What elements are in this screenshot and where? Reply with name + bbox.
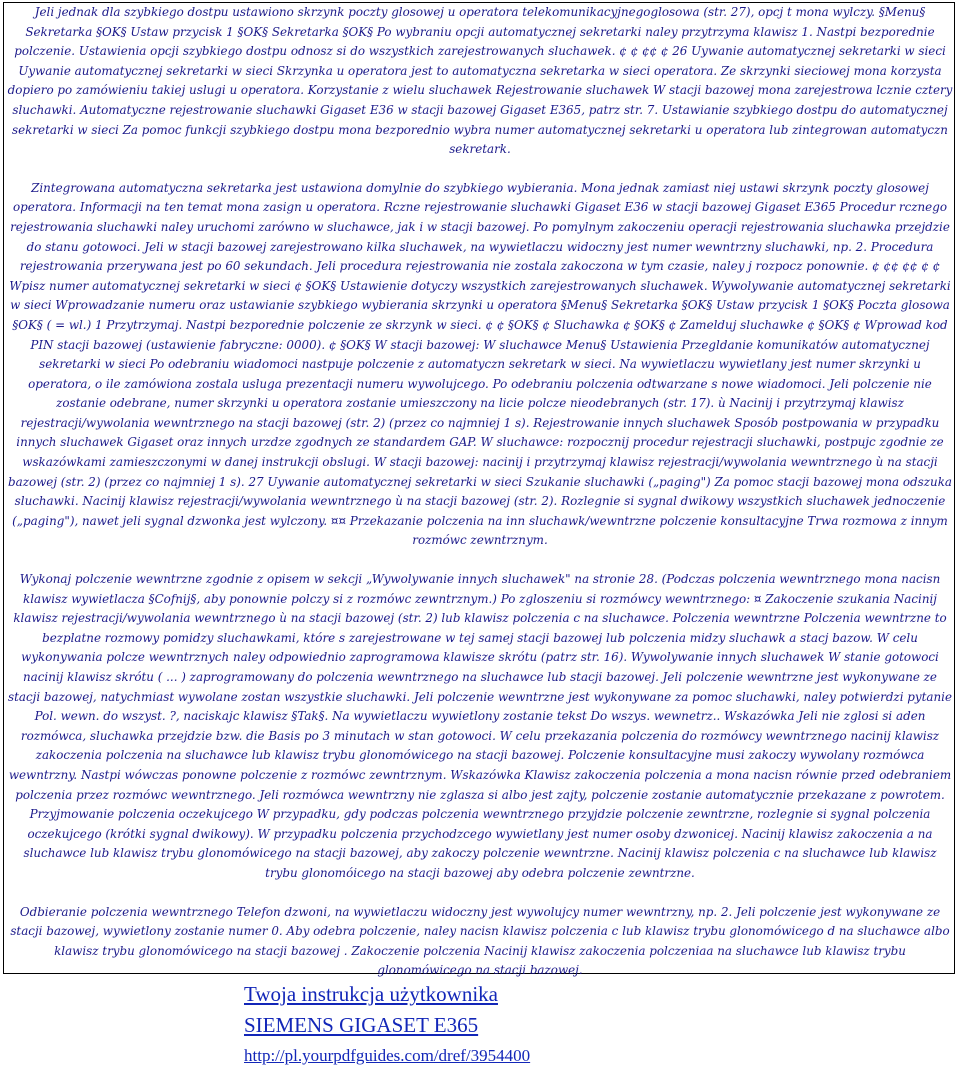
paragraph-gap <box>6 551 954 570</box>
paragraph-gap <box>6 884 954 903</box>
paragraph-gap <box>6 160 954 179</box>
source-url-link[interactable]: http://pl.yourpdfguides.com/dref/3954400 <box>244 1046 531 1065</box>
body-text <box>6 3 954 981</box>
footer-links <box>244 980 530 1067</box>
paragraph-3: Wykonaj polczenie wewntrzne zgodnie z opisem w sekcji „Wywolywanie innych sluchawek" na stronie 28. (Podczas polczenia wewntrznego mona nacisn klawisz wywietlacza §Cofnij§, aby ponownie polczy si z rozmówc zewntrznym.) Po zgloszeniu si rozmówcy wewntrznego: ¤ Zakoczenie szukania Nacinij klawisz rejestracji/wywolania wewntrznego ù na stacji bazowej (str. 2) lub klawisz polczenia c na sluchawce. Polczenia wewntrzne Polczenia wewntrzne to bezplatne rozmowy pomidzy sluchawkami, które s zarejestrowane w tej samej stacji bazowej lub polczenia midzy sluchawk a stacj bazow. W celu wykonywania polcze wewntrznych naley odpowiednio zaprogramowa klawisze skrótu (patrz str. 16). Wywolywanie innych sluchawek W stanie gotowoci nacinij klawisz skrótu ( ... ) zaprogramowany do polczenia wewntrznego na sluchawce lub stacji bazowej. Jeli polczenie wewntrzne jest wykonywane ze stacji bazowej, natychmiast wywolane zostan wszystkie sluchawki. Jeli polczenie wewntrzne jest wykonywane za pomoc sluchawki, naley potwierdzi pytanie Pol. wewn. do wszyst. ?, naciskajc klawisz §Tak§. Na wywietlaczu wywietlony zostanie tekst Do wszys. wewnetrz.. Wskazówka Jeli nie zglosi si aden rozmówca, sluchawka przejdzie bzw. die Basis po 3 minutach w stan gotowoci. W celu przekazania polczenia do rozmówcy wewntrznego nacinij klawisz zakoczenia polczenia na sluchawce lub klawisz trybu glonomówicego na stacji bazowej. Polczenie konsultacyjne musi zakoczy wywolany rozmówca wewntrzny. Nastpi wówczas ponowne polczenie z rozmówc zewntrznym. Wskazówka Klawisz zakoczenia polczenia a mona nacisn równie przed odebraniem polczenia przez rozmówc wewntrznego. Jeli rozmówca wewntrzny nie zglasza si albo jest zajty, polczenie zostanie automatycznie przekazane z powrotem. Przyjmowanie polczenia oczekujcego W przypadku, gdy podczas polczenia wewntrznego przyjdzie polczenie zewntrzne, rozlegnie si sygnal polczenia oczekujcego (krótki sygnal dwikowy). W przypadku polczenia przychodzcego wywietlany jest numer osoby dzwonicej. Nacinij klawisz zakoczenia a na sluchawce lub klawisz trybu glonomówicego na stacji bazowej, aby zakoczy polczenie wewntrzne. Nacinij klawisz polczenia c na sluchawce lub klawisz trybu glonomóicego na stacji bazowej aby odebra polczenie zewntrzne. <box>8 572 952 880</box>
paragraph-1: Jeli jednak dla szybkiego dostpu ustawiono skrzynk poczty glosowej u operatora telekomunikacyjnegoglosowa (str. 27), opcj t mona wylczy. §Menu§ Sekretarka §OK§ Ustaw przycisk 1 §OK§ Sekretarka §OK§ Po wybraniu opcji automatycznej sekretarki naley przytrzyma klawisz 1. Nastpi bezporednie polczenie. Ustawienia opcji szybkiego dostpu odnosz si do wszystkich zarejestrowanych sluchawek. ¢ ¢ ¢¢ ¢ 26 Uywanie automatycznej sekretarki w sieci Uywanie automatycznej sekretarki w sieci Skrzynka u operatora jest to automatyczna sekretarka w sieci operatora. Ze skrzynki sieciowej mona korzysta dopiero po zamówieniu takiej uslugi u operatora. Korzystanie z wielu sluchawek Rejestrowanie sluchawek W stacji bazowej mona zarejestrowa lcznie cztery sluchawki. Automatyczne rejestrowanie sluchawki Gigaset E36 w stacji bazowej Gigaset E365, patrz str. 7. Ustawianie szybkiego dostpu do automatycznej sekretarki w sieci Za pomoc funkcji szybkiego dostpu mona bezporednio wybra numer automatycznej sekretarki u operatora lub zintegrowan automatyczn sekretark. <box>7 5 953 157</box>
paragraph-4: Odbieranie polczenia wewntrznego Telefon dzwoni, na wywietlaczu widoczny jest wywolujcy numer wewntrzny, np. 2. Jeli polczenie jest wykonywane ze stacji bazowej, wywietlony zostanie numer 0. Aby odebra polczenie, naley nacisn klawisz polczenia c lub klawisz trybu glonomówicego d na sluchawce albo klawisz trybu glonomówicego na stacji bazowej . Zakoczenie polczenia Nacinij klawisz zakoczenia polczeniaa na sluchawce lub klawisz trybu glonomówicego na stacji bazowej. <box>10 904 950 978</box>
paragraph-2: Zintegrowana automatyczna sekretarka jest ustawiona domylnie do szybkiego wybierania. Mona jednak zamiast niej ustawi skrzynk poczty glosowej operatora. Informacji na ten temat mona zasign u operatora. Rczne rejestrowanie sluchawki Gigaset E36 w stacji bazowej Gigaset E365 Procedur rcznego rejestrowania sluchawki naley uruchomi zarówno w sluchawce, jak i w stacji bazowej. Po pomylnym zakoczeniu operacji rejestrowania sluchawka przejdzie do stanu gotowoci. Jeli w stacji bazowej zarejestrowano kilka sluchawek, na wywietlaczu widoczny jest numer wewntrzny sluchawki, np. 2. Procedura rejestrowania przerywana jest po 60 sekundach. Jeli procedura rejestrowania nie zostala zakoczona w tym czasie, naley j rozpocz ponownie. ¢ ¢¢ ¢¢ ¢ ¢ Wpisz numer automatycznej sekretarki w sieci ¢ §OK§ Ustawienie dotyczy wszystkich zarejestrowanych sluchawek. Wywolywanie automatycznej sekretarki w sieci Wprowadzanie numeru oraz ustawianie szybkiego wybierania skrzynki u operatora §Menu§ Sekretarka §OK§ Ustaw przycisk 1 §OK§ Poczta glosowa §OK§ ( = wl.) 1 Przytrzymaj. Nastpi bezporednie polczenie ze skrzynk w sieci. ¢ ¢ §OK§ ¢ Sluchawka ¢ §OK§ ¢ Zamelduj sluchawke ¢ §OK§ ¢ Wprowad kod PIN stacji bazowej (ustawienie fabryczne: 0000). ¢ §OK§ W stacji bazowej: W sluchawce Menu§ Ustawienia Przegldanie komunikatów automatycznej sekretarki w sieci Po odebraniu wiadomoci nastpuje polczenie z automatyczn sekretark w sieci. Na wywietlaczu wywietlany jest numer skrzynki u operatora, o ile zamówiona zostala usluga prezentacji numeru wywolujcego. Po odebraniu polczenia odtwarzane s nowe wiadomoci. Jeli polczenie nie zostanie odebrane, numer skrzynki u operatora zostanie umieszczony na licie polcze nieodebranych (str. 17). ù Nacinij i przytrzymaj klawisz rejestracji/wywolania wewntrznego na stacji bazowej (str. 2) (przez co najmniej 1 s). Rejestrowanie innych sluchawek Sposób postpowania w przypadku innych sluchawek Gigaset oraz innych urzdze zgodnych ze standardem GAP. W sluchawce: rozpocznij procedur rejestracji sluchawki, postpujc zgodnie ze wskazówkami zamieszczonymi w danej instrukcji obslugi. W stacji bazowej: nacinij i przytrzymaj klawisz rejestracji/wywolania wewntrznego ù na stacji bazowej (str. 2) (przez co najmniej 1 s). 27 Uywanie automatycznej sekretarki w sieci Szukanie sluchawki („paging") Za pomoc stacji bazowej mona odszuka sluchawki. Nacinij klawisz rejestracji/wywolania wewntrznego ù na stacji bazowej (str. 2). Rozlegnie si sygnal dwikowy wszystkich sluchawek jednoczenie („paging"), nawet jeli sygnal dzwonka jest wylczony. ¤¤ Przekazanie polczenia na inn sluchawk/wewntrzne polczenie konsultacyjne Trwa rozmowa z innym rozmówc zewntrznym. <box>8 180 952 548</box>
manual-title-link[interactable]: Twoja instrukcja użytkownika <box>244 982 498 1006</box>
product-name-link[interactable]: SIEMENS GIGASET E365 <box>244 1013 479 1037</box>
